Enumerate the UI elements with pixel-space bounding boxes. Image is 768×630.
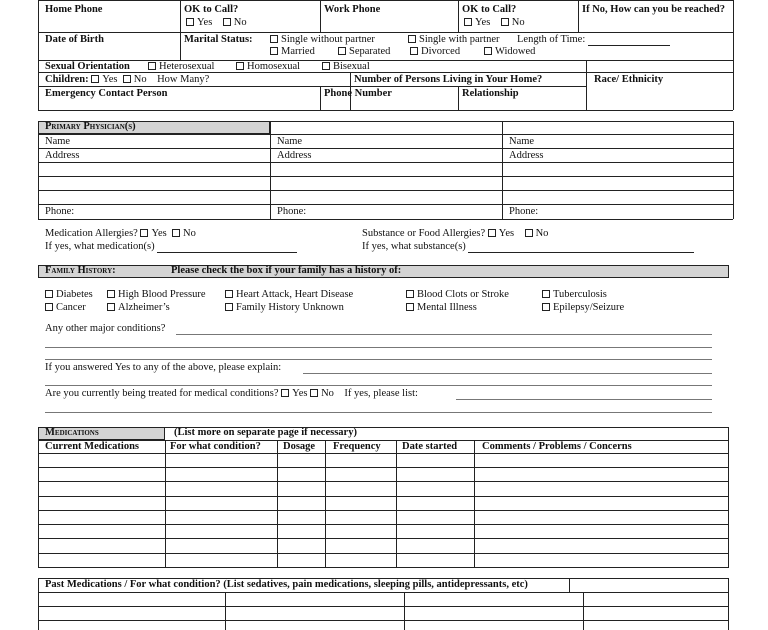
relationship-label: Relationship [462, 88, 519, 99]
col-comments: Comments / Problems / Concerns [482, 441, 632, 452]
condition-alzheimers[interactable]: Alzheimer’s [107, 302, 170, 314]
checkbox-icon[interactable] [464, 18, 472, 26]
physician-1-address: Address [45, 150, 80, 161]
separated-option[interactable]: Separated [338, 46, 390, 58]
single-without-option[interactable]: Single without partner [270, 34, 375, 46]
condition-mental-illness[interactable]: Mental Illness [406, 302, 477, 314]
married-option[interactable]: Married [270, 46, 315, 58]
checkbox-icon[interactable] [338, 47, 346, 55]
checkbox-icon[interactable] [270, 35, 278, 43]
sexual-orientation-label: Sexual Orientation [45, 61, 130, 72]
if-no-label: If No, How can you be reached? [582, 4, 726, 15]
checkbox-icon[interactable] [186, 18, 194, 26]
divorced-option[interactable]: Divorced [410, 46, 460, 58]
widowed-option[interactable]: Widowed [484, 46, 535, 58]
homosexual-option[interactable]: Homosexual [236, 61, 300, 73]
home-phone-label: Home Phone [45, 4, 103, 15]
medication-allergies: Medication Allergies? Yes No [45, 228, 196, 239]
checkbox-icon[interactable] [107, 303, 115, 311]
persons-living-label: Number of Persons Living in Your Home? [354, 74, 543, 85]
heterosexual-option[interactable]: Heterosexual [148, 61, 214, 73]
physician-2-address: Address [277, 150, 312, 161]
checkbox-icon[interactable] [225, 303, 233, 311]
checkbox-icon[interactable] [281, 389, 289, 397]
physician-3-phone: Phone: [509, 206, 539, 217]
condition-heart-disease[interactable]: Heart Attack, Heart Disease [225, 289, 353, 301]
condition-blood-clots[interactable]: Blood Clots or Stroke [406, 289, 509, 301]
col-frequency: Frequency [333, 441, 381, 452]
physician-1-name: Name [45, 136, 71, 147]
condition-epilepsy[interactable]: Epilepsy/Seizure [542, 302, 624, 314]
condition-high-blood-pressure[interactable]: High Blood Pressure [107, 289, 206, 301]
checkbox-icon[interactable] [408, 35, 416, 43]
physician-1-phone: Phone: [45, 206, 75, 217]
checkbox-icon[interactable] [91, 75, 99, 83]
phone-number-label: Phone Number [324, 88, 392, 99]
medications-note: (List more on separate page if necessary) [174, 427, 357, 438]
checkbox-icon[interactable] [270, 47, 278, 55]
substance-allergies: Substance or Food Allergies? Yes No [362, 228, 549, 239]
checkbox-icon[interactable] [45, 290, 53, 298]
other-conditions-label: Any other major conditions? [45, 323, 166, 334]
checkbox-icon[interactable] [236, 62, 244, 70]
checkbox-icon[interactable] [107, 290, 115, 298]
ok-to-call-label: OK to Call? [184, 4, 239, 15]
checkbox-icon[interactable] [488, 229, 496, 237]
col-condition: For what condition? [170, 441, 261, 452]
condition-tuberculosis[interactable]: Tuberculosis [542, 289, 607, 301]
ok-to-call-label-2: OK to Call? [462, 4, 517, 15]
condition-cancer[interactable]: Cancer [45, 302, 86, 314]
checkbox-icon[interactable] [410, 47, 418, 55]
single-with-option[interactable]: Single with partner [408, 34, 499, 46]
checkbox-icon[interactable] [225, 290, 233, 298]
past-medications-label: Past Medications / For what condition? (List sedatives, pain medications, sleeping pills, antidepressants, etc) [45, 579, 528, 590]
ok-to-call-options: Yes No [186, 17, 247, 29]
family-history-instruction: Please check the box if your family has a history of: [171, 265, 402, 276]
explain-label: If you answered Yes to any of the above, please explain: [45, 362, 282, 373]
checkbox-icon[interactable] [140, 229, 148, 237]
checkbox-icon[interactable] [525, 229, 533, 237]
checkbox-icon[interactable] [501, 18, 509, 26]
checkbox-icon[interactable] [123, 75, 131, 83]
checkbox-icon[interactable] [148, 62, 156, 70]
checkbox-icon[interactable] [542, 290, 550, 298]
medications-header: Medications [45, 427, 99, 438]
bisexual-option[interactable]: Bisexual [322, 61, 370, 73]
checkbox-icon[interactable] [484, 47, 492, 55]
checkbox-icon[interactable] [310, 389, 318, 397]
checkbox-icon[interactable] [223, 18, 231, 26]
race-label: Race/ Ethnicity [594, 74, 664, 85]
col-current-medications: Current Medications [45, 441, 140, 452]
physician-3-name: Name [509, 136, 535, 147]
physician-2-name: Name [277, 136, 303, 147]
col-date-started: Date started [402, 441, 458, 452]
if-yes-medication: If yes, what medication(s) [45, 241, 297, 253]
checkbox-icon[interactable] [542, 303, 550, 311]
work-phone-label: Work Phone [324, 4, 381, 15]
condition-diabetes[interactable]: Diabetes [45, 289, 93, 301]
col-dosage: Dosage [283, 441, 316, 452]
checkbox-icon[interactable] [406, 290, 414, 298]
treated-row: Are you currently being treated for medical conditions? Yes No If yes, please list: [45, 388, 418, 399]
checkbox-icon[interactable] [406, 303, 414, 311]
ok-to-call-options-2: Yes No [464, 17, 525, 29]
checkbox-icon[interactable] [45, 303, 53, 311]
if-yes-substance: If yes, what substance(s) [362, 241, 694, 253]
checkbox-icon[interactable] [322, 62, 330, 70]
checkbox-icon[interactable] [172, 229, 180, 237]
physician-2-phone: Phone: [277, 206, 307, 217]
emergency-contact-label: Emergency Contact Person [45, 88, 168, 99]
length-of-time-label: Length of Time: [517, 34, 670, 46]
physician-header: Primary Physician(s) [45, 121, 136, 132]
family-history-header: Family History: [45, 265, 116, 276]
dob-label: Date of Birth [45, 34, 104, 45]
physician-3-address: Address [509, 150, 544, 161]
marital-status-label: Marital Status: [184, 34, 253, 45]
children-row: Children: Yes No How Many? [45, 74, 210, 85]
condition-unknown[interactable]: Family History Unknown [225, 302, 344, 314]
